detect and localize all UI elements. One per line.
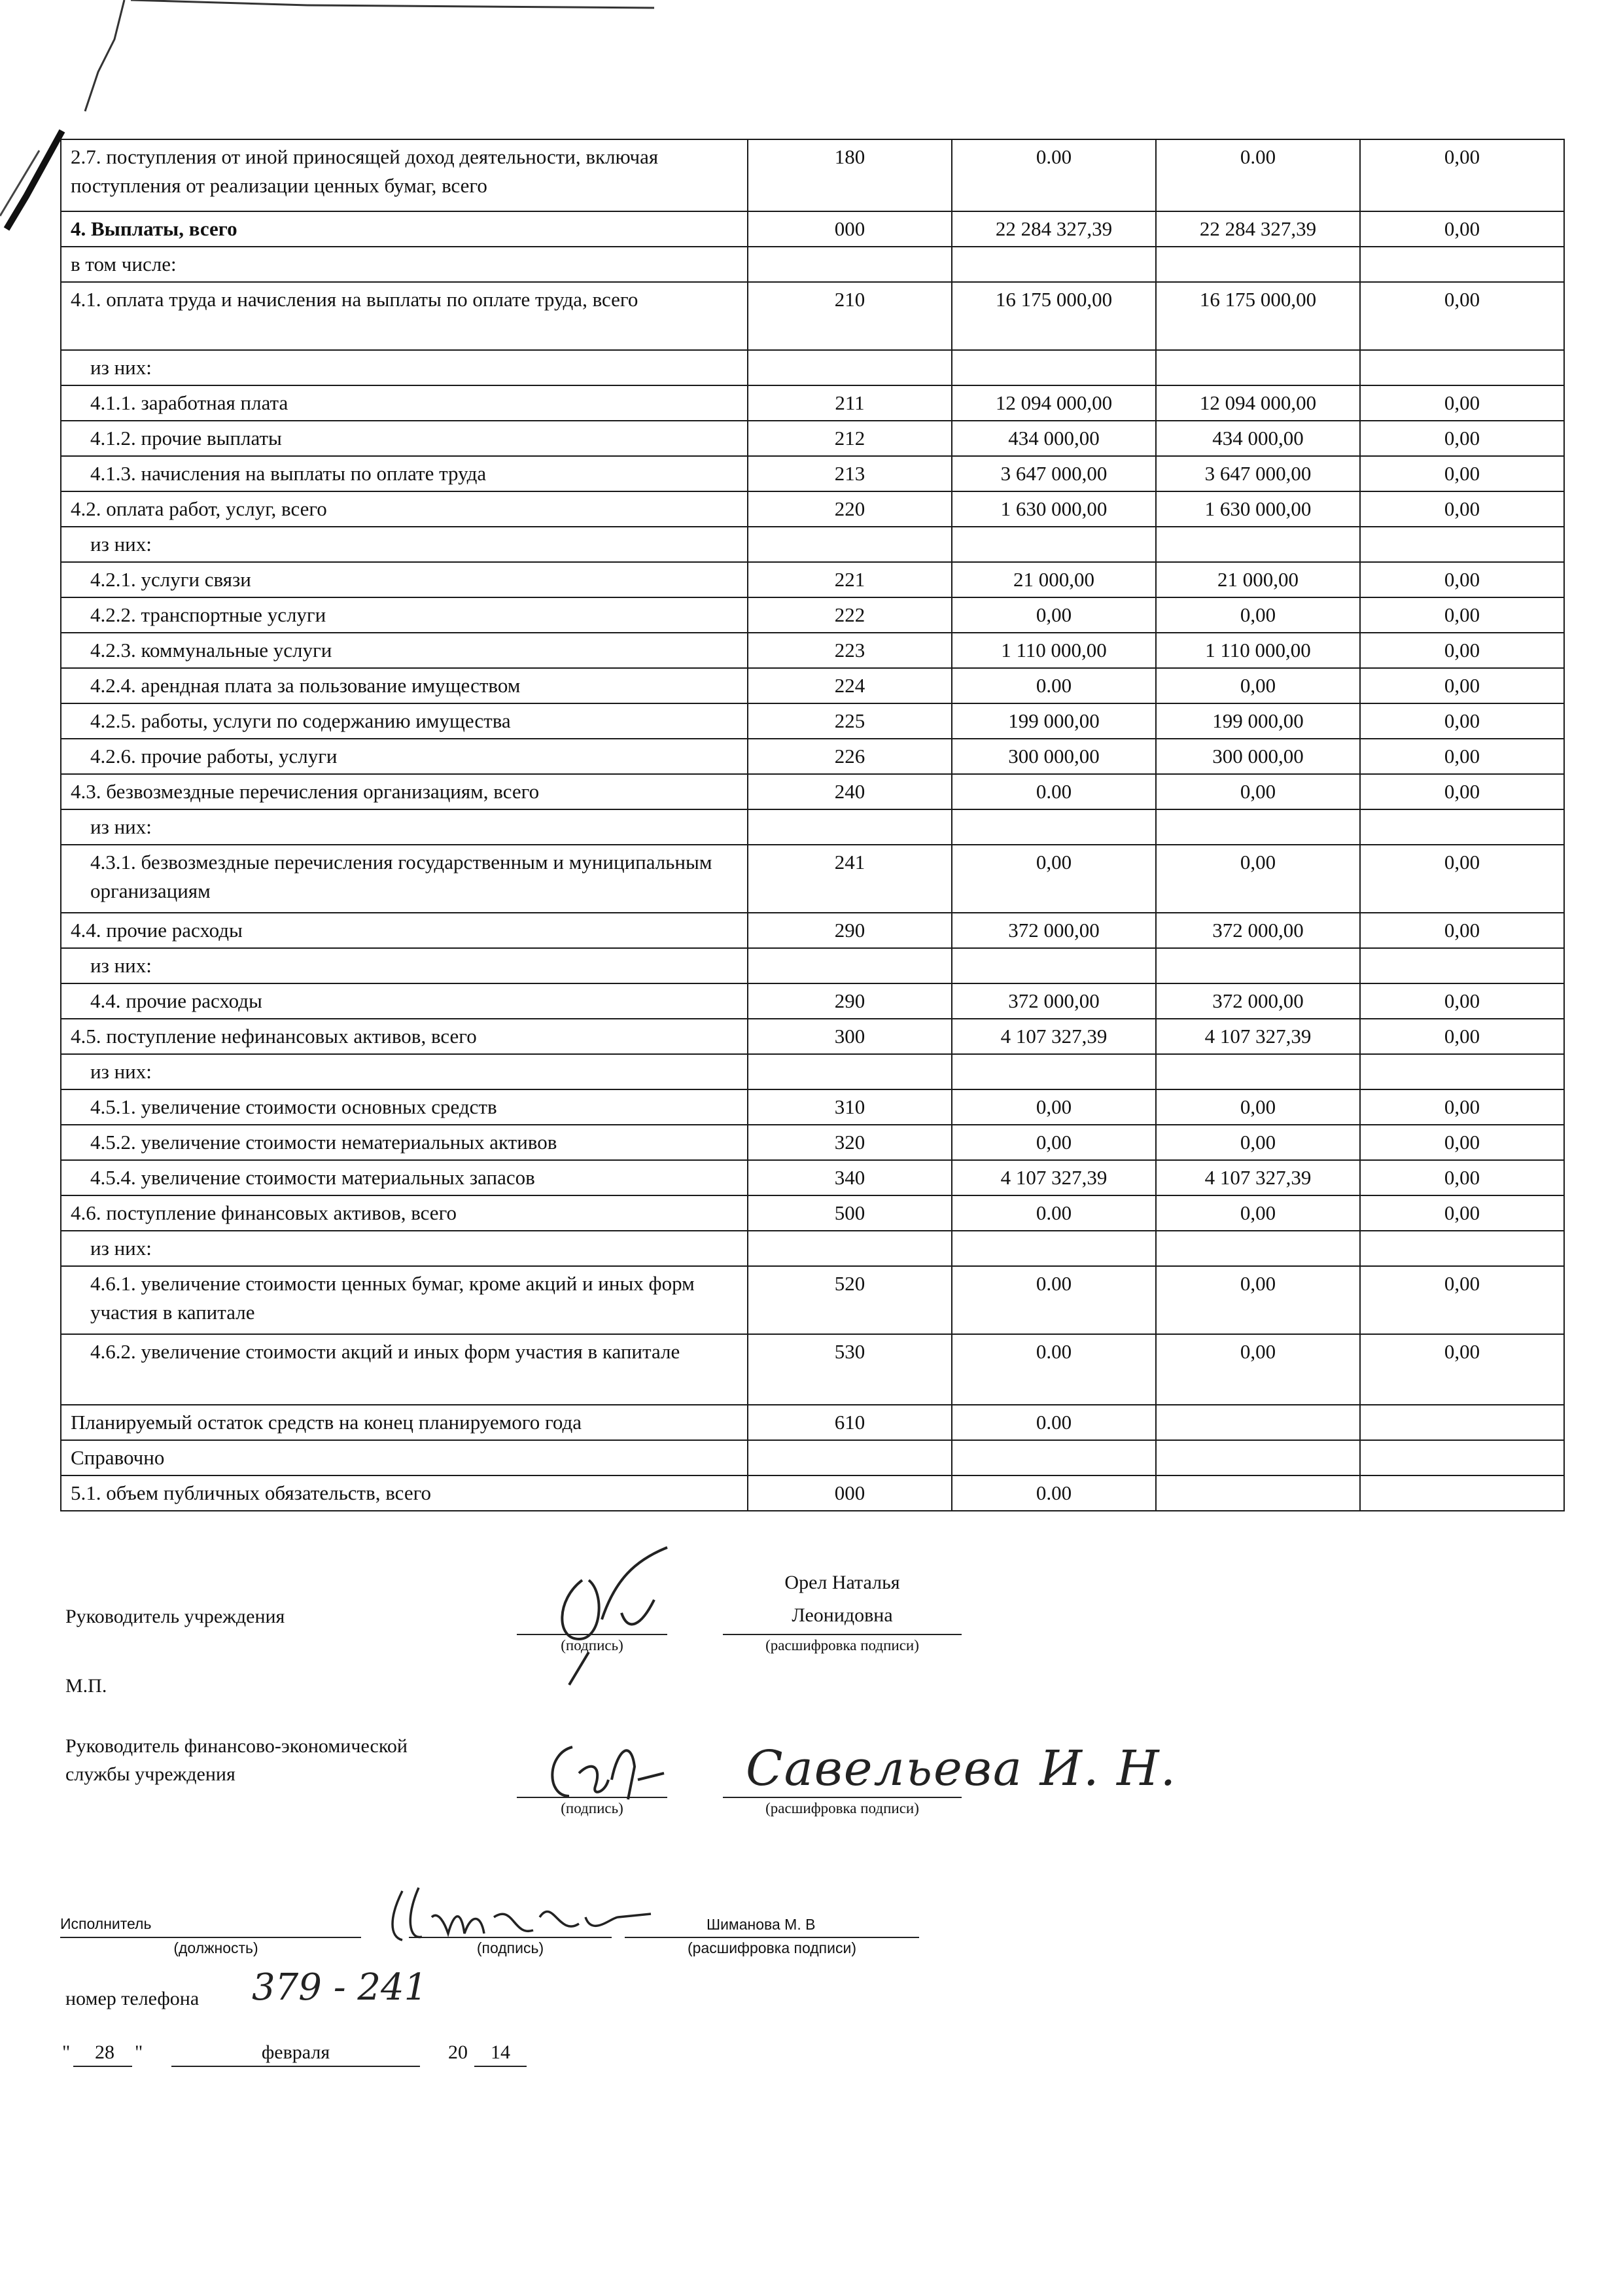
row-value-1-cell: 199 000,00: [952, 703, 1156, 739]
executor-label: Исполнитель: [60, 1915, 152, 1932]
row-code-cell: 224: [748, 668, 952, 703]
row-value-1-cell: 0.00: [952, 668, 1156, 703]
row-value-3-cell: 0,00: [1360, 1125, 1564, 1160]
row-code-cell: [748, 527, 952, 562]
row-code-cell: 500: [748, 1195, 952, 1231]
row-value-1-cell: [952, 247, 1156, 282]
head-of-institution-label: Руководитель учреждения: [65, 1606, 285, 1627]
row-value-1-cell: [952, 527, 1156, 562]
row-code-cell: [748, 247, 952, 282]
row-name-cell: 4.5.2. увеличение стоимости нематериальных активов: [61, 1125, 748, 1160]
date-day-line: [73, 2066, 132, 2067]
row-code-cell: 530: [748, 1334, 952, 1405]
row-name-cell: 4.5.4. увеличение стоимости материальных запасов: [61, 1160, 748, 1195]
row-name-cell: 4.6. поступление финансовых активов, всего: [61, 1195, 748, 1231]
row-value-3-cell: [1360, 527, 1564, 562]
row-value-1-cell: 0.00: [952, 1405, 1156, 1440]
row-name-cell: 4.1. оплата труда и начисления на выплаты по оплате труда, всего: [61, 282, 748, 350]
row-value-3-cell: 0,00: [1360, 139, 1564, 211]
row-name-cell: 4.6.1. увеличение стоимости ценных бумаг, кроме акций и иных форм участия в капитале: [61, 1266, 748, 1334]
row-value-1-cell: 12 094 000,00: [952, 385, 1156, 421]
row-name-cell: из них:: [61, 1231, 748, 1266]
row-value-2-cell: [1156, 350, 1360, 385]
financial-plan-table-body: [61, 139, 1564, 1511]
row-value-1-cell: 372 000,00: [952, 913, 1156, 948]
row-value-3-cell: 0,00: [1360, 1266, 1564, 1334]
row-name-cell: 4.4. прочие расходы: [61, 983, 748, 1019]
row-name-cell: Справочно: [61, 1440, 748, 1475]
row-code-cell: 520: [748, 1266, 952, 1334]
row-value-3-cell: 0,00: [1360, 703, 1564, 739]
row-value-3-cell: 0,00: [1360, 597, 1564, 633]
table-row: [61, 456, 1564, 491]
row-value-1-cell: 4 107 327,39: [952, 1160, 1156, 1195]
row-value-1-cell: 1 110 000,00: [952, 633, 1156, 668]
table-row: [61, 633, 1564, 668]
row-value-3-cell: 0,00: [1360, 282, 1564, 350]
table-row: [61, 1089, 1564, 1125]
row-value-3-cell: 0,00: [1360, 1334, 1564, 1405]
row-name-cell: из них:: [61, 948, 748, 983]
financial-plan-table: [60, 139, 1565, 1511]
date-month-line: [171, 2066, 420, 2067]
row-value-2-cell: 0.00: [1156, 139, 1360, 211]
row-code-cell: 300: [748, 1019, 952, 1054]
row-code-cell: 226: [748, 739, 952, 774]
table-row: [61, 562, 1564, 597]
table-row: [61, 1125, 1564, 1160]
table-row: [61, 809, 1564, 845]
row-value-3-cell: 0,00: [1360, 633, 1564, 668]
table-row: [61, 139, 1564, 211]
date-month: февраля: [261, 2041, 330, 2063]
table-row: [61, 845, 1564, 913]
row-code-cell: 210: [748, 282, 952, 350]
table-row: [61, 597, 1564, 633]
row-value-3-cell: 0,00: [1360, 211, 1564, 247]
row-code-cell: 000: [748, 1475, 952, 1511]
row-value-2-cell: [1156, 1231, 1360, 1266]
row-name-cell: 4.5.1. увеличение стоимости основных средств: [61, 1089, 748, 1125]
row-value-3-cell: 0,00: [1360, 1089, 1564, 1125]
row-value-1-cell: 0,00: [952, 1089, 1156, 1125]
executor-signature-caption: (подпись): [476, 1939, 544, 1956]
row-value-2-cell: 0,00: [1156, 1125, 1360, 1160]
row-value-1-cell: 0.00: [952, 1266, 1156, 1334]
row-value-1-cell: 372 000,00: [952, 983, 1156, 1019]
row-value-3-cell: 0,00: [1360, 913, 1564, 948]
row-value-2-cell: 300 000,00: [1156, 739, 1360, 774]
table-row: [61, 282, 1564, 350]
row-value-1-cell: 4 107 327,39: [952, 1019, 1156, 1054]
executor-name-line: [625, 1937, 919, 1938]
table-row: [61, 739, 1564, 774]
row-name-cell: в том числе:: [61, 247, 748, 282]
row-code-cell: 211: [748, 385, 952, 421]
table-row: [61, 703, 1564, 739]
row-value-1-cell: 21 000,00: [952, 562, 1156, 597]
table-row: [61, 983, 1564, 1019]
financial-head-name-line: [723, 1797, 962, 1798]
head-name-line1: Орел Наталья: [784, 1572, 900, 1593]
head-name-caption: (расшифровка подписи): [765, 1637, 919, 1653]
date-year-line: [474, 2066, 527, 2067]
row-code-cell: 213: [748, 456, 952, 491]
row-value-3-cell: 0,00: [1360, 491, 1564, 527]
row-code-cell: [748, 1440, 952, 1475]
row-name-cell: 4.2. оплата работ, услуг, всего: [61, 491, 748, 527]
row-value-2-cell: [1156, 948, 1360, 983]
row-value-2-cell: 1 630 000,00: [1156, 491, 1360, 527]
row-value-1-cell: 300 000,00: [952, 739, 1156, 774]
row-value-1-cell: [952, 948, 1156, 983]
row-value-3-cell: 0,00: [1360, 421, 1564, 456]
table-row: [61, 668, 1564, 703]
row-name-cell: 4.2.5. работы, услуги по содержанию имущества: [61, 703, 748, 739]
row-value-2-cell: [1156, 1405, 1360, 1440]
row-value-2-cell: 372 000,00: [1156, 983, 1360, 1019]
row-code-cell: 310: [748, 1089, 952, 1125]
row-code-cell: 290: [748, 983, 952, 1019]
row-code-cell: 290: [748, 913, 952, 948]
row-code-cell: 000: [748, 211, 952, 247]
row-value-3-cell: [1360, 350, 1564, 385]
row-value-3-cell: [1360, 1054, 1564, 1089]
row-name-cell: 4.3.1. безвозмездные перечисления государственным и муниципальным организациям: [61, 845, 748, 913]
row-name-cell: из них:: [61, 350, 748, 385]
row-value-3-cell: 0,00: [1360, 1019, 1564, 1054]
row-value-3-cell: 0,00: [1360, 983, 1564, 1019]
row-value-2-cell: 4 107 327,39: [1156, 1160, 1360, 1195]
row-value-3-cell: 0,00: [1360, 1160, 1564, 1195]
row-value-3-cell: 0,00: [1360, 668, 1564, 703]
row-value-2-cell: 3 647 000,00: [1156, 456, 1360, 491]
row-code-cell: [748, 1231, 952, 1266]
row-value-2-cell: [1156, 809, 1360, 845]
table-row: [61, 1440, 1564, 1475]
row-value-3-cell: [1360, 1405, 1564, 1440]
head-signature-caption: (подпись): [561, 1637, 623, 1653]
row-value-1-cell: 1 630 000,00: [952, 491, 1156, 527]
table-row: [61, 1266, 1564, 1334]
row-code-cell: 222: [748, 597, 952, 633]
row-code-cell: 225: [748, 703, 952, 739]
financial-head-label-line1: Руководитель финансово-экономической: [65, 1735, 408, 1757]
row-value-1-cell: [952, 350, 1156, 385]
row-name-cell: 4.5. поступление нефинансовых активов, всего: [61, 1019, 748, 1054]
row-name-cell: 4.1.3. начисления на выплаты по оплате труда: [61, 456, 748, 491]
row-value-1-cell: 0,00: [952, 845, 1156, 913]
row-name-cell: 4.4. прочие расходы: [61, 913, 748, 948]
row-value-2-cell: [1156, 247, 1360, 282]
row-value-3-cell: 0,00: [1360, 562, 1564, 597]
row-code-cell: 212: [748, 421, 952, 456]
row-value-2-cell: 0,00: [1156, 1089, 1360, 1125]
row-name-cell: 4.2.2. транспортные услуги: [61, 597, 748, 633]
row-value-2-cell: [1156, 1475, 1360, 1511]
executor-position-caption: (должность): [173, 1939, 258, 1956]
table-row: [61, 491, 1564, 527]
row-value-2-cell: [1156, 1440, 1360, 1475]
row-value-1-cell: [952, 1231, 1156, 1266]
row-value-2-cell: 0,00: [1156, 1266, 1360, 1334]
row-name-cell: 4.2.1. услуги связи: [61, 562, 748, 597]
head-name-line: [723, 1634, 962, 1635]
row-value-1-cell: 22 284 327,39: [952, 211, 1156, 247]
row-value-2-cell: 21 000,00: [1156, 562, 1360, 597]
row-value-2-cell: 434 000,00: [1156, 421, 1360, 456]
financial-head-signature-caption: (подпись): [561, 1800, 623, 1816]
stamp-label: М.П.: [65, 1675, 107, 1697]
head-signature-scribble: [543, 1541, 700, 1695]
table-row: [61, 1195, 1564, 1231]
table-row: [61, 1405, 1564, 1440]
executor-name: Шиманова М. В: [707, 1916, 816, 1933]
table-row: [61, 421, 1564, 456]
row-value-1-cell: 0.00: [952, 1475, 1156, 1511]
table-row: [61, 1019, 1564, 1054]
row-code-cell: 340: [748, 1160, 952, 1195]
row-code-cell: [748, 809, 952, 845]
row-value-2-cell: 0,00: [1156, 1195, 1360, 1231]
row-name-cell: 4.2.6. прочие работы, услуги: [61, 739, 748, 774]
table-row: [61, 1334, 1564, 1405]
table-row: [61, 385, 1564, 421]
row-value-1-cell: [952, 1440, 1156, 1475]
row-value-1-cell: 0.00: [952, 1195, 1156, 1231]
date-year-prefix: 20: [448, 2041, 468, 2063]
row-name-cell: из них:: [61, 1054, 748, 1089]
row-value-3-cell: [1360, 1231, 1564, 1266]
table-row: [61, 1231, 1564, 1266]
row-value-2-cell: [1156, 1054, 1360, 1089]
executor-signature-line: [409, 1937, 612, 1938]
row-value-1-cell: 16 175 000,00: [952, 282, 1156, 350]
row-name-cell: 4.1.2. прочие выплаты: [61, 421, 748, 456]
row-value-3-cell: [1360, 247, 1564, 282]
financial-head-label-line2: службы учреждения: [65, 1763, 236, 1785]
row-value-2-cell: 0,00: [1156, 668, 1360, 703]
date-quote-open: ": [62, 2041, 71, 2063]
row-value-1-cell: [952, 1054, 1156, 1089]
row-code-cell: 223: [748, 633, 952, 668]
table-row: [61, 948, 1564, 983]
row-name-cell: 2.7. поступления от иной приносящей доход деятельности, включая поступления от реализации ценных бумаг, всего: [61, 139, 748, 211]
financial-head-name-caption: (расшифровка подписи): [765, 1800, 919, 1816]
table-row: [61, 1475, 1564, 1511]
head-name-line2: Леонидовна: [792, 1604, 893, 1626]
executor-position-line: [60, 1937, 361, 1938]
date-quote-close: ": [135, 2041, 143, 2063]
row-value-3-cell: [1360, 1475, 1564, 1511]
row-value-3-cell: [1360, 1440, 1564, 1475]
row-code-cell: 240: [748, 774, 952, 809]
row-value-1-cell: 0,00: [952, 597, 1156, 633]
executor-name-caption: (расшифровка подписи): [688, 1939, 856, 1956]
row-code-cell: 221: [748, 562, 952, 597]
row-value-3-cell: 0,00: [1360, 845, 1564, 913]
row-value-1-cell: 3 647 000,00: [952, 456, 1156, 491]
table-row: [61, 774, 1564, 809]
table-row: [61, 350, 1564, 385]
row-code-cell: 180: [748, 139, 952, 211]
head-signature-line: [517, 1634, 667, 1635]
date-year-suffix: 14: [491, 2041, 510, 2063]
row-value-3-cell: 0,00: [1360, 1195, 1564, 1231]
row-value-2-cell: 0,00: [1156, 845, 1360, 913]
row-code-cell: 241: [748, 845, 952, 913]
row-code-cell: 220: [748, 491, 952, 527]
financial-head-signature-line: [517, 1797, 667, 1798]
row-name-cell: 4.1.1. заработная плата: [61, 385, 748, 421]
row-value-3-cell: 0,00: [1360, 739, 1564, 774]
table-row: [61, 527, 1564, 562]
row-name-cell: 4.6.2. увеличение стоимости акций и иных форм участия в капитале: [61, 1334, 748, 1405]
row-value-1-cell: [952, 809, 1156, 845]
row-code-cell: [748, 350, 952, 385]
date-day: 28: [95, 2041, 114, 2063]
row-name-cell: Планируемый остаток средств на конец планируемого года: [61, 1405, 748, 1440]
row-code-cell: 320: [748, 1125, 952, 1160]
row-value-2-cell: 372 000,00: [1156, 913, 1360, 948]
row-value-3-cell: 0,00: [1360, 385, 1564, 421]
row-code-cell: [748, 1054, 952, 1089]
row-name-cell: 4.2.3. коммунальные услуги: [61, 633, 748, 668]
table-row: [61, 913, 1564, 948]
row-value-3-cell: [1360, 809, 1564, 845]
table-row: [61, 247, 1564, 282]
row-value-1-cell: 0.00: [952, 774, 1156, 809]
row-name-cell: из них:: [61, 809, 748, 845]
row-value-1-cell: 0,00: [952, 1125, 1156, 1160]
row-value-3-cell: [1360, 948, 1564, 983]
phone-value-handwritten: 379 - 241: [252, 1966, 428, 2009]
row-value-3-cell: 0,00: [1360, 456, 1564, 491]
row-value-2-cell: 22 284 327,39: [1156, 211, 1360, 247]
financial-head-name-handwritten: Савельева И. Н.: [746, 1740, 1178, 1797]
row-value-2-cell: 4 107 327,39: [1156, 1019, 1360, 1054]
row-value-3-cell: 0,00: [1360, 774, 1564, 809]
row-value-2-cell: 0,00: [1156, 1334, 1360, 1405]
row-value-2-cell: 12 094 000,00: [1156, 385, 1360, 421]
row-value-1-cell: 434 000,00: [952, 421, 1156, 456]
row-code-cell: [748, 948, 952, 983]
row-value-2-cell: 16 175 000,00: [1156, 282, 1360, 350]
table-row: [61, 1054, 1564, 1089]
phone-label: номер телефона: [65, 1988, 200, 2009]
row-value-1-cell: 0.00: [952, 1334, 1156, 1405]
row-name-cell: 5.1. объем публичных обязательств, всего: [61, 1475, 748, 1511]
row-name-cell: 4.2.4. арендная плата за пользование имуществом: [61, 668, 748, 703]
row-value-2-cell: 0,00: [1156, 774, 1360, 809]
row-code-cell: 610: [748, 1405, 952, 1440]
row-value-2-cell: 199 000,00: [1156, 703, 1360, 739]
row-value-2-cell: 0,00: [1156, 597, 1360, 633]
table-row: [61, 211, 1564, 247]
row-value-2-cell: [1156, 527, 1360, 562]
row-name-cell: 4.3. безвозмездные перечисления организациям, всего: [61, 774, 748, 809]
table-row: [61, 1160, 1564, 1195]
row-name-cell: из них:: [61, 527, 748, 562]
row-value-1-cell: 0.00: [952, 139, 1156, 211]
row-value-2-cell: 1 110 000,00: [1156, 633, 1360, 668]
row-name-cell: 4. Выплаты, всего: [61, 211, 748, 247]
